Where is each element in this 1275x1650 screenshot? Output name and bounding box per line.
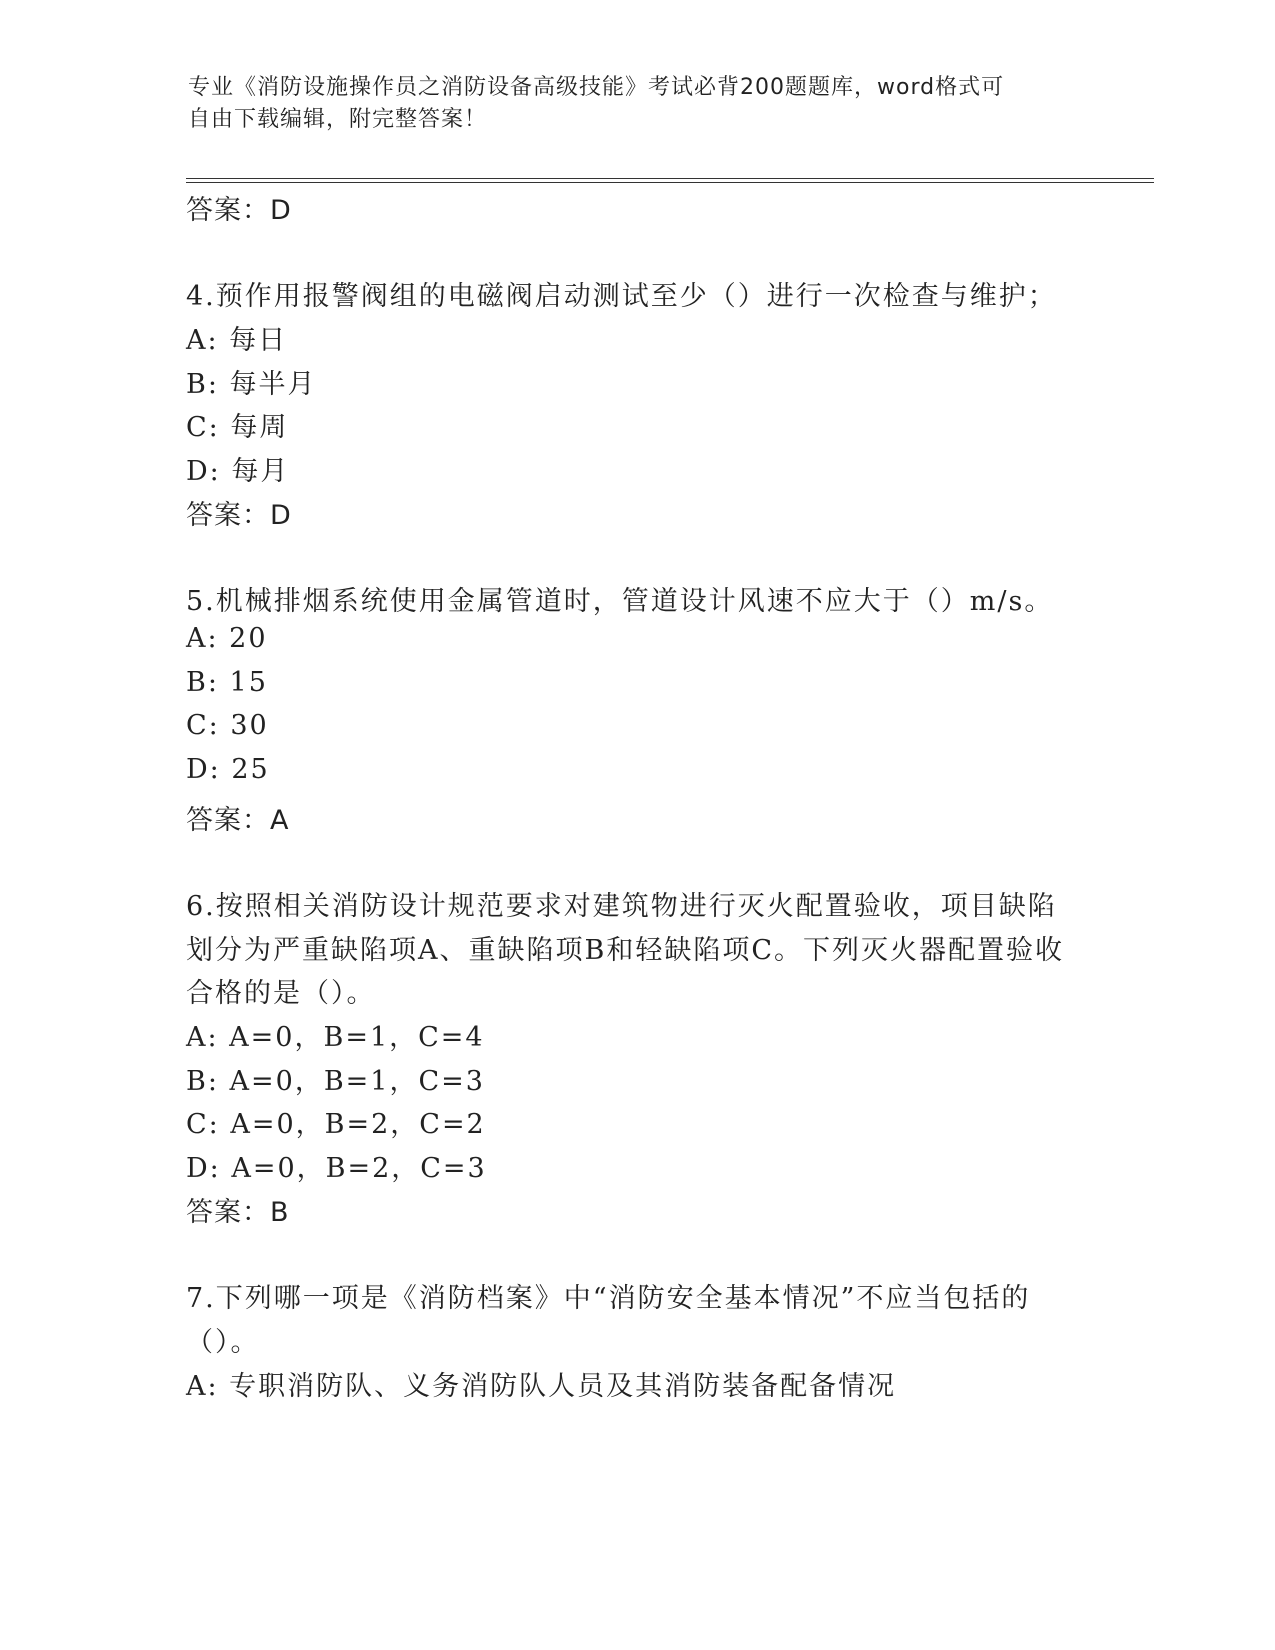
question-4-answer: 答案：D (186, 500, 292, 531)
answer-previous: 答案：D (186, 195, 292, 226)
question-5-option-a: A: 20 (186, 623, 268, 654)
question-6-option-b: B: A=0，B=1，C=3 (186, 1066, 485, 1097)
question-5-option-d: D: 25 (186, 754, 270, 785)
header-line-1: 专业《消防设施操作员之消防设备高级技能》考试必背200题题库，word格式可 (188, 75, 1005, 100)
question-7-text-line-2: （）。 (186, 1327, 260, 1358)
question-6-answer: 答案：B (186, 1197, 290, 1228)
question-6-text-line-1: 6.按照相关消防设计规范要求对建筑物进行灭火配置验收，项目缺陷 (186, 891, 1057, 922)
question-5-option-b: B: 15 (186, 667, 268, 698)
question-4-text: 4.预作用报警阀组的电磁阀启动测试至少（）进行一次检查与维护； (186, 281, 1057, 312)
question-4-option-d: D: 每月 (186, 456, 290, 487)
document-header (188, 72, 1058, 136)
question-7-option-a: A: 专职消防队、义务消防队人员及其消防装备配备情况 (186, 1371, 897, 1402)
header-rule-top (186, 178, 1154, 179)
question-5-text: 5.机械排烟系统使用金属管道时，管道设计风速不应大于（）m/s。 (186, 586, 1054, 617)
question-6-option-d: D: A=0，B=2，C=3 (186, 1153, 487, 1184)
question-5-answer: 答案：A (186, 805, 290, 836)
question-6-option-a: A: A=0，B=1，C=4 (186, 1022, 485, 1053)
question-6-option-c: C: A=0，B=2，C=2 (186, 1109, 486, 1140)
question-5-option-c: C: 30 (186, 710, 269, 741)
question-7-text-line-1: 7.下列哪一项是《消防档案》中“消防安全基本情况”不应当包括的 (186, 1283, 1031, 1314)
header-line-2: 自由下载编辑，附完整答案！ (188, 107, 488, 132)
question-6-text-line-2: 划分为严重缺陷项A、重缺陷项B和轻缺陷项C。下列灭火器配置验收 (186, 935, 1064, 966)
header-rule-bottom (186, 182, 1154, 183)
question-4-option-c: C: 每周 (186, 412, 289, 443)
question-6-text-line-3: 合格的是（）。 (186, 978, 376, 1009)
question-4-option-b: B: 每半月 (186, 369, 317, 400)
question-4-option-a: A: 每日 (186, 325, 288, 356)
